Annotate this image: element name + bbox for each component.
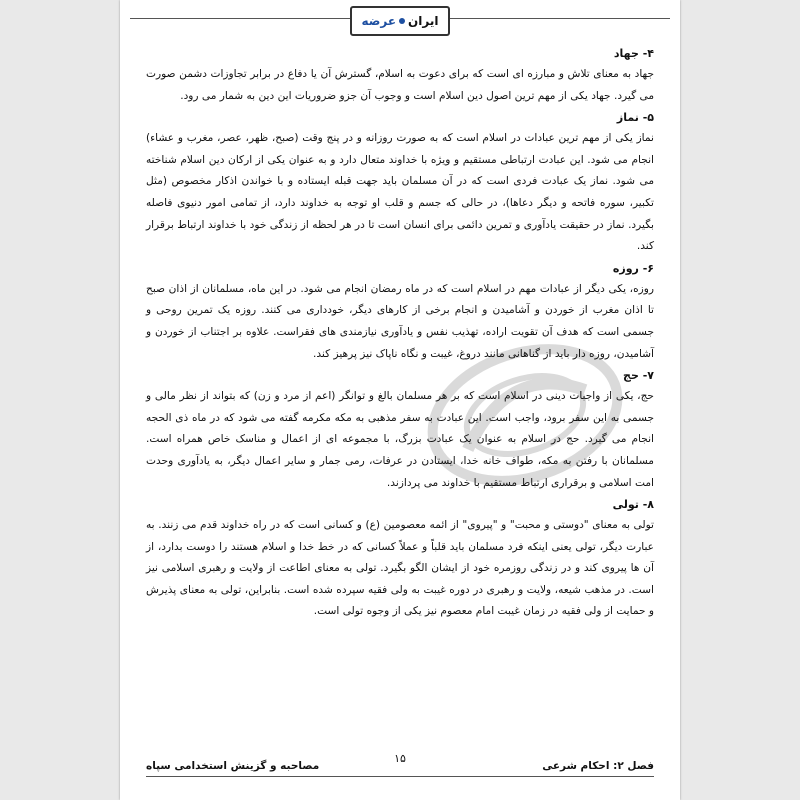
section-hajj [146,366,654,494]
section-heading: ۴- جهاد [613,47,654,60]
section-heading: ۷- حج [623,369,654,383]
section-paragraph: روزه، یکی دیگر از عبادات مهم در اسلام است که در ماه رمضان انجام می شود. در این ماه، مسلمانان از اذان صبح تا اذان مغرب از خوردن و آشامیدن و انجام برخی از کارهای دیگر، خودداری می کنند. روزه یک تمرین روحی و جسمی است که هدف آن تقویت اراده، تهذیب نفس و یادآوری نیازمندی های فقراست. علاوه بر اجتناب از خوردن و آشامیدن، روزه دار باید از گناهانی مانند دروغ، غیبت و نگاه ناپاک نیز پرهیز کند. [146,282,654,360]
section-heading: ۶- روزه [612,261,654,275]
section-rouzeh [146,259,654,365]
section-paragraph: تولی به معنای "دوستی و محبت" و "پیروی" از ائمه معصومین (ع) و کسانی است که در راه خداوند قدم می زنند. به عبارت دیگر، تولی یعنی اینکه فرد مسلمان باید قلباً و عملاً کسانی که در خط خدا و اسلام هستند را دوست بدارد، از آن ها پیروی کند و در زندگی روزمره خود از ایشان الگو بگیرد. تولی به معنای اطاعت از ولایت و رهبری اسلامی نیز است. در مذهب شیعه، ولایت و رهبری در دوره غیبت به ولی فقیه سپرده شده است. بنابراین، تولی به معنای پذیرش و حمایت از ولی فقیه در زمان غیبت امام معصوم نیز یکی از وجوه تولی است. [146,519,654,618]
footer-chapter: فصل ۲: احکام شرعی [542,760,654,772]
section-paragraph: جهاد به معنای تلاش و مبارزه ای است که برای دعوت به اسلام، گسترش آن یا دفاع در برابر تجاوزات دشمن صورت می گیرد. جهاد یکی از مهم ترین اصول دین اسلام است و وجوب آن جزو ضروریات این دین به شمار می رود. [146,68,654,102]
section-tavalli [146,495,654,623]
logo-mark-icon [399,18,405,24]
footer-rule [146,776,654,777]
section-paragraph: حج، یکی از واجبات دینی در اسلام است که بر هر مسلمان بالغ و توانگر (اعم از مرد و زن) که بتواند از نظر مالی و جسمی به این سفر برود، واجب است. این عبادت به سفر مذهبی به مکه مکرمه گفته می شود که در ماه ذی الحجه انجام می گیرد. حج در اسلام به عنوان یک عبادت بزرگ، با مجموعه ای از اعمال و مناسک خاص همراه است. مسلمانان با رفتن به مکه، طواف خانه خدا، ایستادن در عرفات، رمی جمار و سایر اعمال دیگر، به یادآوری وحدت امت اسلامی و برقراری ارتباط مستقیم با خداوند می پردازند. [146,390,654,489]
footer-book-title: مصاحبه و گزینش استخدامی سپاه [146,760,320,772]
section-paragraph: نماز یکی از مهم ترین عبادات در اسلام است که به صورت روزانه و در پنج وقت (صبح، ظهر، عصر، مغرب و عشاء) انجام می شود. این عبادت ارتباطی مستقیم و ویژه با خداوند متعال دارد و به عنوان یکی از ارکان دین اسلام شناخته می شود. نماز یک عبادت فردی است که در آن مسلمان باید جهت قبله ایستاده و با خواندن اذکار مخصوص (مثل تکبیر، سوره فاتحه و دیگر دعاها)، در حالی که جسم و قلب او توجه به خداوند دارد، از تمامی امور دنیوی فاصله بگیرد. نماز در حقیقت یادآوری و تمرین دائمی برای انسان است تا در هر لحظه از زندگی خود با خداوند ارتباط برقرار کند. [146,132,654,253]
site-logo [350,6,450,36]
section-namaz [146,108,654,258]
section-heading: ۵- نماز [616,111,654,125]
page-footer [146,752,654,782]
page-number: ۱۵ [394,752,406,765]
logo-text-iran: ایران [408,14,439,28]
document-body [146,44,654,624]
logo-text-arze: عرضه [361,14,397,28]
document-page [120,0,680,800]
section-jihad [146,44,654,107]
section-heading: ۸- تولی [612,498,654,512]
